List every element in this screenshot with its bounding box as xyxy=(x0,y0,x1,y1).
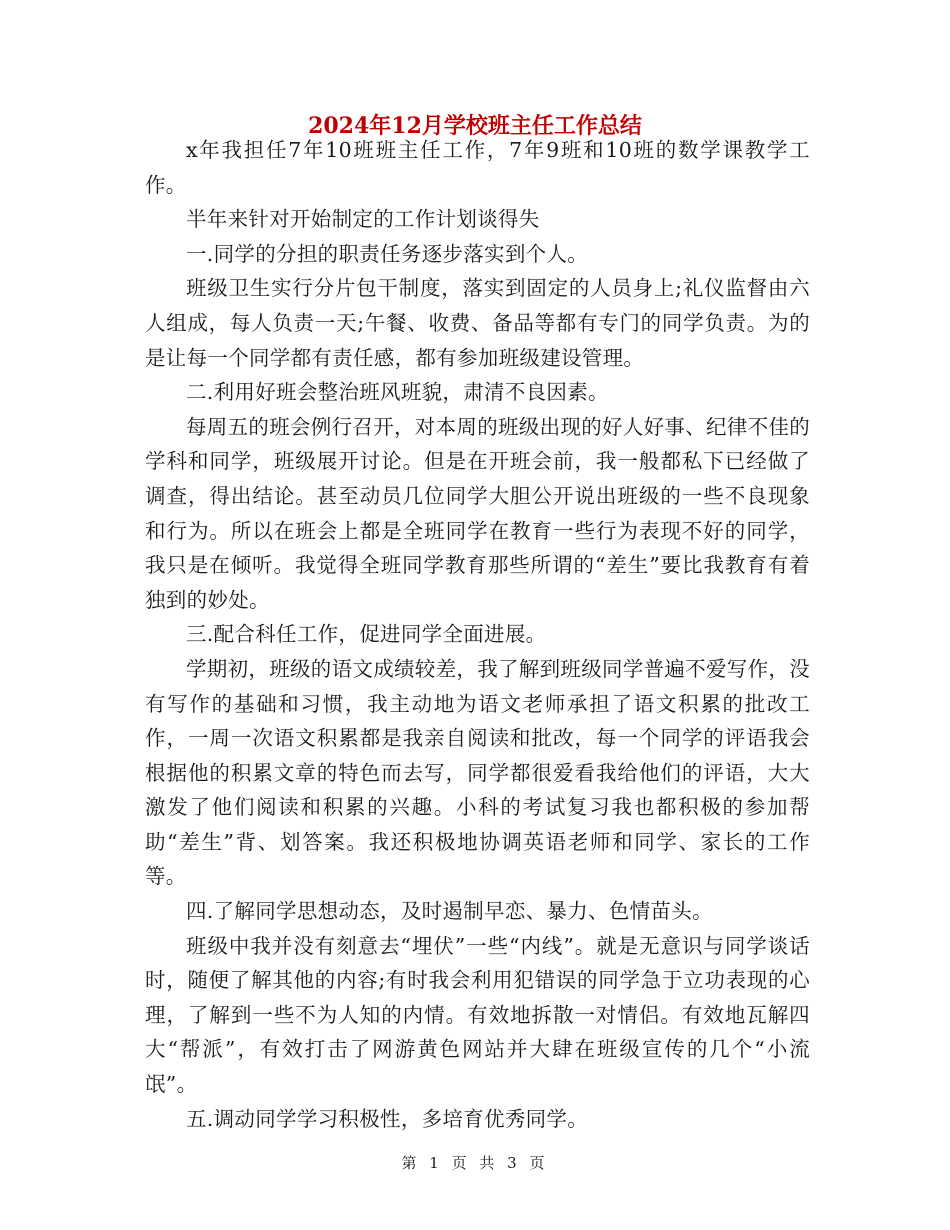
section-heading: 三.配合科任工作，促进同学全面进展。 xyxy=(186,622,547,647)
page-title: 2024年12月学校班主任工作总结 xyxy=(308,113,642,139)
paragraph: 班级卫生实行分片包干制度，落实到固定的人员身上;礼仪监督由六人组成，每人负责一天;午餐、收费、备品等都有专门的同学负责。为的是让每一个同学都有责任感，都有参加班级建设管理。 xyxy=(145,276,810,370)
paragraph: 每周五的班会例行召开，对本周的班级出现的好人好事、纪律不佳的学科和同学，班级展开讨论。但是在开班会前，我一般都私下已经做了调查，得出结论。甚至动员几位同学大胆公开说出班级的一些不良现象和行为。所以在班会上都是全班同学在教育一些行为表现不好的同学，我只是在倾听。我觉得全班同学教育那些所谓的“差生”要比我教育有着独到的妙处。 xyxy=(145,414,810,612)
section-heading: 一.同学的分担的职责任务逐步落实到个人。 xyxy=(186,241,589,266)
document-body xyxy=(145,133,810,1136)
paragraph: x年我担任7年10班班主任工作，7年9班和10班的数学课教学工作。 xyxy=(145,138,810,197)
paragraph: 半年来针对开始制定的工作计划谈得失 xyxy=(186,207,540,232)
paragraph: 班级中我并没有刻意去“埋伏”一些“内线”。就是无意识与同学谈话时，随便了解其他的内容;有时我会利用犯错误的同学急于立功表现的心理，了解到一些不为人知的内情。有效地拆散一对情侣。有效地瓦解四大“帮派”，有效打击了网游黄色网站并大肆在班级宣传的几个“小流氓”。 xyxy=(145,933,810,1097)
section-heading: 四.了解同学思想动态，及时遏制早恋、暴力、色情苗头。 xyxy=(186,899,713,924)
page-footer: 第 1 页 共 3 页 xyxy=(401,1154,549,1172)
paragraph: 学期初，班级的语文成绩较差，我了解到班级同学普遍不爱写作，没有写作的基础和习惯，我主动地为语文老师承担了语文积累的批改工作，一周一次语文积累都是我亲自阅读和批改，每一个同学的评语我会根据他的积累文章的特色而去写，同学都很爱看我给他们的评语，大大激发了他们阅读和积累的兴趣。小科的考试复习我也都积极的参加帮助“差生”背、划答案。我还积极地协调英语老师和同学、家长的工作等。 xyxy=(145,656,810,889)
section-heading: 五.调动同学学习积极性，多培育优秀同学。 xyxy=(186,1106,589,1131)
section-heading: 二.利用好班会整治班风班貌，肃清不良因素。 xyxy=(186,380,609,405)
